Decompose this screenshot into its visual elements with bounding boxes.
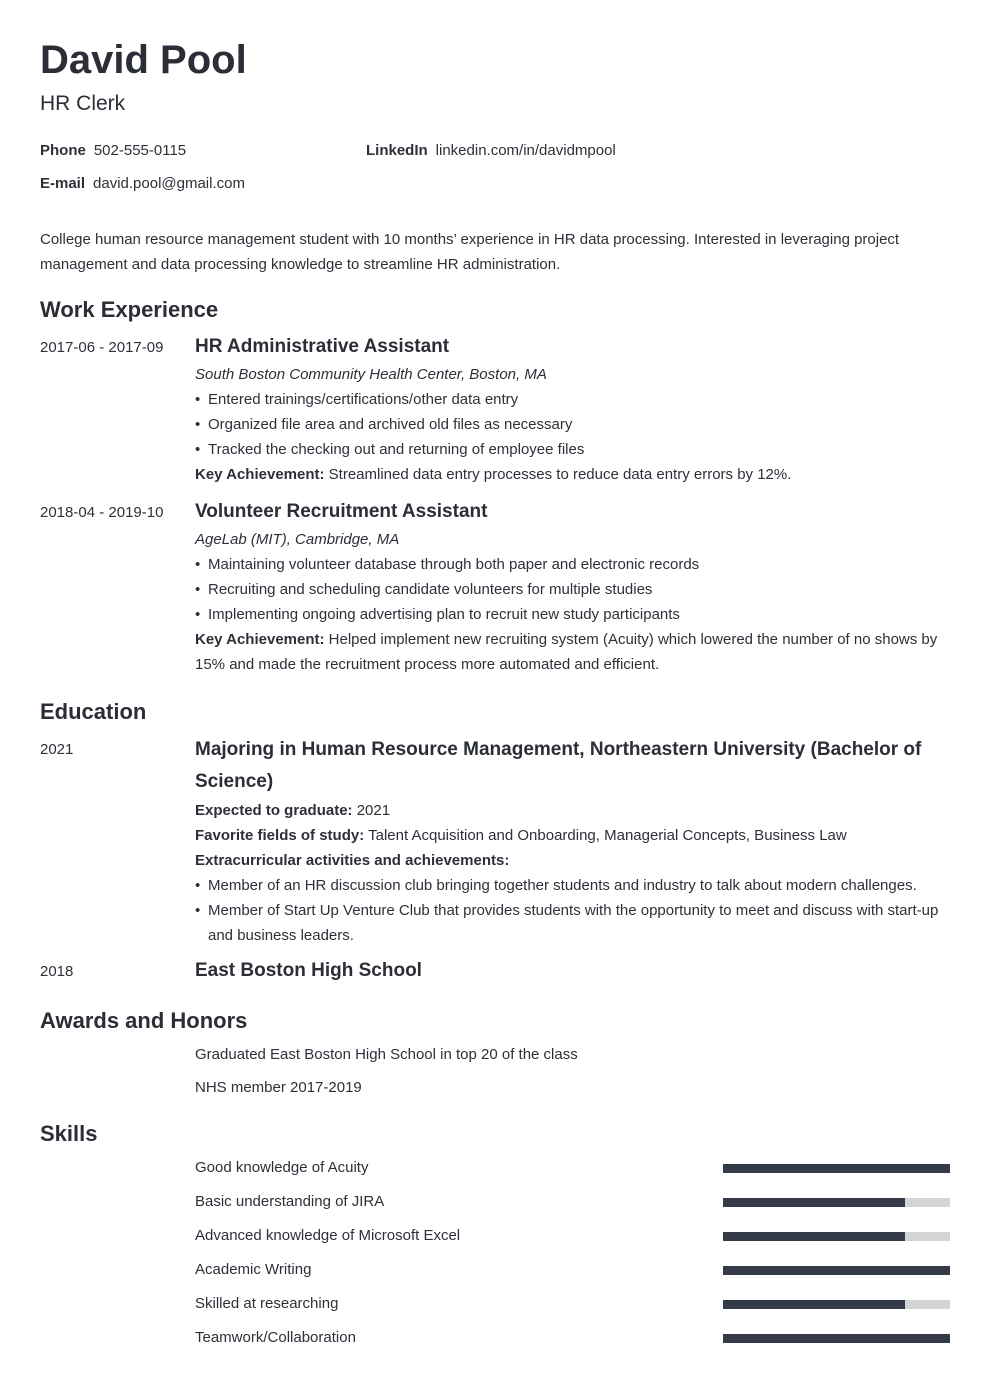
skill-level-bar <box>723 1232 950 1241</box>
key-achievement-label: Key Achievement: <box>195 466 325 483</box>
job-title: HR Administrative Assistant <box>195 336 450 357</box>
skill-name: Teamwork/Collaboration <box>195 1329 356 1346</box>
education-year: 2021 <box>40 741 74 758</box>
skill-level-fill <box>723 1300 905 1309</box>
extracurricular-list <box>195 873 950 948</box>
work-experience-heading: Work Experience <box>40 297 219 322</box>
list-item: • Recruiting and scheduling candidate volunteers for multiple studies <box>195 577 950 602</box>
skill-name: Basic understanding of JIRA <box>195 1193 385 1210</box>
award-item: NHS member 2017-2019 <box>195 1079 362 1096</box>
skill-row <box>195 1158 950 1178</box>
key-achievement <box>195 627 950 677</box>
job-dates: 2018-04 - 2019-10 <box>40 504 164 521</box>
email-label: E-mail <box>40 175 86 192</box>
job-title: Volunteer Recruitment Assistant <box>195 501 488 522</box>
key-achievement <box>195 462 950 487</box>
job-company: AgeLab (MIT), Cambridge, MA <box>195 531 400 548</box>
list-item: • Implementing ongoing advertising plan to recruit new study participants <box>195 602 950 627</box>
email-link[interactable]: david.pool@gmail.com <box>93 175 245 192</box>
skill-name: Advanced knowledge of Microsoft Excel <box>195 1227 461 1244</box>
favorite-fields-value: Talent Acquisition and Onboarding, Managerial Concepts, Business Law <box>368 827 847 844</box>
education-entry <box>195 956 950 986</box>
school-title: East Boston High School <box>195 960 422 981</box>
extracurricular-label: Extracurricular activities and achievements: <box>195 852 510 869</box>
education-year: 2018 <box>40 963 74 980</box>
candidate-title: HR Clerk <box>40 92 126 115</box>
list-item: • Entered trainings/certifications/other data entry <box>195 387 950 412</box>
profile-summary: College human resource management student with 10 months’ experience in HR data processing. Interested in leveraging project management and data processing knowledge to streamline HR administration. <box>40 231 900 273</box>
degree-title: Majoring in Human Resource Management, Northeastern University (Bachelor of Science) <box>195 739 922 792</box>
list-item: • Organized file area and archived old files as necessary <box>195 412 950 437</box>
skill-level-bar <box>723 1266 950 1275</box>
list-item: • Member of Start Up Venture Club that provides students with the opportunity to meet and discuss with start-up and business leaders. <box>195 898 950 948</box>
contact-email <box>40 174 245 194</box>
expected-graduation <box>195 798 950 823</box>
skill-row <box>195 1260 950 1280</box>
list-item: • Member of an HR discussion club bringing together students and industry to talk about modern challenges. <box>195 873 950 898</box>
skill-level-fill <box>723 1266 950 1275</box>
awards-heading: Awards and Honors <box>40 1008 248 1033</box>
key-achievement-label: Key Achievement: <box>195 631 325 648</box>
skill-row <box>195 1328 950 1348</box>
contact-phone <box>40 141 186 161</box>
skill-level-bar <box>723 1334 950 1343</box>
skill-level-fill <box>723 1198 905 1207</box>
favorite-fields <box>195 823 950 848</box>
expected-graduation-value: 2021 <box>356 802 391 819</box>
job-duties <box>195 552 950 627</box>
linkedin-link[interactable]: linkedin.com/in/davidmpool <box>435 142 616 159</box>
candidate-name: David Pool <box>40 38 247 82</box>
job-entry <box>195 332 950 487</box>
skill-row <box>195 1192 950 1212</box>
skill-row <box>195 1226 950 1246</box>
skill-row <box>195 1294 950 1314</box>
list-item: • Tracked the checking out and returning of employee files <box>195 437 950 462</box>
linkedin-label: LinkedIn <box>366 142 428 159</box>
education-heading: Education <box>40 699 147 724</box>
job-entry <box>195 497 950 677</box>
contact-linkedin <box>366 141 616 161</box>
skill-level-fill <box>723 1232 905 1241</box>
skill-level-fill <box>723 1164 950 1173</box>
award-item: Graduated East Boston High School in top 20 of the class <box>195 1046 578 1063</box>
job-company: South Boston Community Health Center, Boston, MA <box>195 366 547 383</box>
skill-level-fill <box>723 1334 950 1343</box>
skill-name: Skilled at researching <box>195 1295 339 1312</box>
list-item: • Maintaining volunteer database through both paper and electronic records <box>195 552 950 577</box>
skill-name: Good knowledge of Acuity <box>195 1159 369 1176</box>
job-dates: 2017-06 - 2017-09 <box>40 339 164 356</box>
job-duties <box>195 387 950 462</box>
phone-value: 502-555-0115 <box>93 142 187 159</box>
key-achievement-text: Streamlined data entry processes to reduce data entry errors by 12%. <box>328 466 792 483</box>
favorite-fields-label: Favorite fields of study: <box>195 827 365 844</box>
skill-level-bar <box>723 1198 950 1207</box>
phone-label: Phone <box>40 142 86 159</box>
skill-level-bar <box>723 1164 950 1173</box>
skill-name: Academic Writing <box>195 1261 312 1278</box>
skills-heading: Skills <box>40 1121 98 1146</box>
key-achievement-text: Helped implement new recruiting system (Acuity) which lowered the number of no shows by 15% and made the recruitment process more automated and efficient. <box>195 631 938 673</box>
expected-graduation-label: Expected to graduate: <box>195 802 353 819</box>
education-entry <box>195 734 950 948</box>
skill-level-bar <box>723 1300 950 1309</box>
